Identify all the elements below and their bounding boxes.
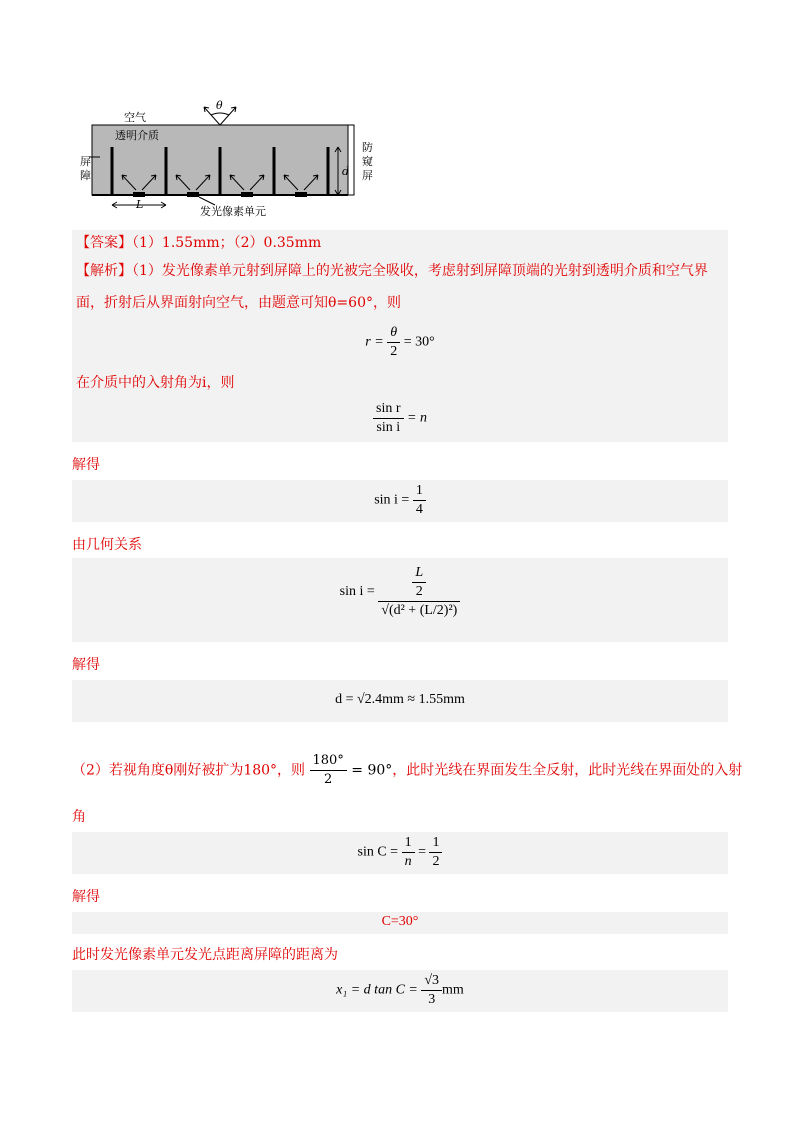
part2-line: （2）若视角度θ刚好被扩为180°，则 $\frac{180^\circ}{2}$ = 90°，此时光线在界面发生全反射，此时光线在界面处的入射 bbox=[72, 753, 743, 787]
equation-box-sinC: sin C = $\frac{1}{n}$ = $\frac{1}{2}$ bbox=[72, 832, 728, 874]
pixel-unit-label: 发光像素单元 bbox=[200, 205, 266, 218]
part2-line-2: 角 bbox=[72, 809, 86, 825]
d-label: d bbox=[342, 165, 350, 178]
screen-label-3: 屏 bbox=[362, 169, 373, 182]
equation-box-x1: x₁ = d tan C = $\frac{√3}{3}$ mm bbox=[72, 970, 728, 1012]
air-label: 空气 bbox=[124, 111, 146, 124]
analysis-line-2: 面，折射后从界面射向空气，由题意可知θ=60°，则 bbox=[76, 295, 401, 311]
equation-box-d: d = √2.4mm ≈ 1.55mm bbox=[72, 680, 728, 722]
analysis-text-1: （1）发光像素单元射到屏障上的光被完全吸收，考虑射到屏障顶端的光射到透明介质和空气界 bbox=[132, 263, 708, 279]
distance-label: 此时发光像素单元发光点距离屏障的距离为 bbox=[72, 947, 338, 963]
analysis-line-3: 在介质中的入射角为i，则 bbox=[76, 375, 235, 391]
equation-box-sini: sin i = $\frac{1}{4}$ bbox=[72, 480, 728, 522]
answer-line bbox=[76, 232, 321, 254]
barrier-label-1: 屏 bbox=[80, 155, 91, 168]
equation-r: r = $\frac{\theta}{2}$ = 30° bbox=[365, 325, 435, 359]
barrier-label-2: 障 bbox=[80, 169, 91, 182]
solve-label-1: 解得 bbox=[72, 457, 100, 473]
analysis-tag: 【解析】 bbox=[76, 263, 132, 279]
privacy-screen-diagram bbox=[80, 95, 380, 225]
screen-label-1: 防 bbox=[362, 141, 373, 154]
equation-snell: $\frac{\text{sin r}}{\text{sin i}}$ = n bbox=[72, 400, 728, 437]
diagram-svg bbox=[80, 95, 380, 225]
screen-label-2: 窥 bbox=[362, 155, 373, 168]
L-label: L bbox=[136, 198, 144, 211]
theta-label: θ bbox=[216, 99, 223, 112]
medium-label: 透明介质 bbox=[115, 129, 159, 142]
answer-tag: 【答案】 bbox=[76, 235, 132, 251]
answer-text: （1）1.55mm；（2）0.35mm bbox=[132, 235, 322, 251]
equation-box-geometry: sin i = $\frac{\frac{L}{2}}{\text{√(d² + (L/2)²)}}$ bbox=[72, 558, 728, 642]
equation-box-C: C=30° bbox=[72, 912, 728, 934]
answer-analysis-block bbox=[72, 230, 728, 442]
geometry-label: 由几何关系 bbox=[72, 537, 142, 553]
solve-label-3: 解得 bbox=[72, 889, 100, 905]
solve-label-2: 解得 bbox=[72, 657, 100, 673]
analysis-line-1 bbox=[76, 260, 708, 282]
